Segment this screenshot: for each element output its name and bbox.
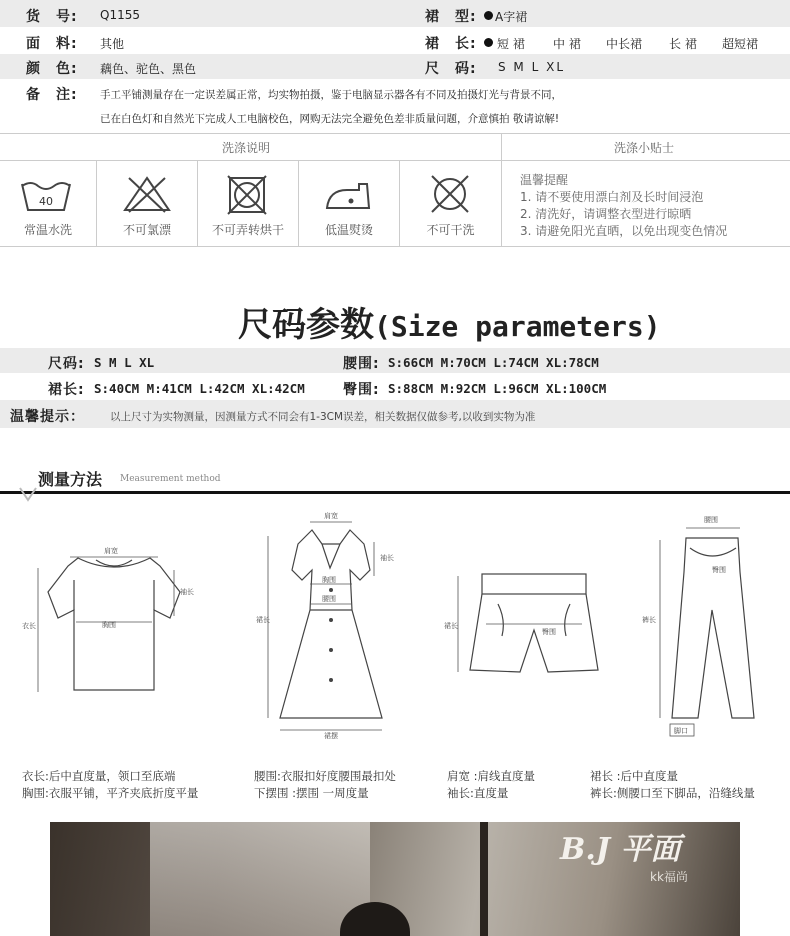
svg-text:胸围: 胸围 [322, 576, 336, 584]
skirt-length-option: 中长裙 [606, 37, 643, 51]
caption: 肩宽 :肩线直度量 [447, 769, 536, 783]
caption: 袖长:直度量 [447, 786, 509, 800]
skirt-length-dot-icon [484, 38, 493, 47]
wash-cell [299, 160, 400, 246]
svg-text:臀围: 臀围 [542, 628, 556, 636]
no-dry-clean-icon [420, 172, 480, 216]
colors: 藕色、驼色、黑色 [100, 62, 197, 76]
sizes: S M L XL [498, 60, 566, 74]
skirt-type-dot-icon [484, 11, 493, 20]
caption: 裙长 :后中直度量 [590, 769, 679, 783]
wash-cell [198, 160, 299, 246]
skirt-length-option: 中 裙 [553, 37, 581, 51]
wash-header-left: 洗涤说明 [222, 141, 271, 155]
svg-text:裙长: 裙长 [444, 622, 458, 630]
wash-label: 不可弄转烘干 [211, 223, 284, 237]
tip-item: 3. 请避免阳光直晒，以免出现变色情况 [520, 224, 728, 238]
photo-frame [480, 822, 488, 936]
caption: 衣长:后中直度量，领口至底端 [22, 769, 176, 783]
item-no-label: 货 号: [26, 9, 78, 25]
pants-diagram [672, 538, 754, 718]
skirt-type: A字裙 [495, 10, 528, 24]
svg-text:袖长: 袖长 [380, 554, 394, 562]
length-label: 裙长: [48, 382, 85, 398]
low-iron-icon [319, 172, 379, 216]
skirt-length-option: 超短裙 [722, 37, 759, 51]
size-title [238, 297, 661, 346]
wash-label: 不可氯漂 [122, 223, 171, 237]
measure-title-en: Measurement method [120, 474, 221, 484]
shorts-diagram [470, 574, 598, 672]
svg-text:腰围: 腰围 [704, 516, 718, 524]
note-line-1: 手工平铺测量存在一定误差属正常，均实物拍摄，鉴于电脑显示器各有不同及拍摄灯光与背景不同， [100, 89, 562, 101]
svg-text:裤长: 裤长 [642, 616, 656, 624]
hip-values: S:88CM M:92CM L:96CM XL:100CM [388, 381, 607, 396]
tips-title: 温馨提醒 [520, 173, 569, 187]
size-label: 尺 码: [425, 61, 477, 77]
size-tip: 以上尺寸为实物测量，因测量方式不同会有1-3CM误差，相关数据仅做参考,以收到实物为准 [110, 411, 536, 423]
svg-text:40: 40 [39, 195, 53, 208]
wash-label: 不可干洗 [426, 223, 475, 237]
caption: 裤长:侧腰口至下脚品，沿缝线量 [590, 786, 755, 800]
svg-text:袖长: 袖长 [180, 588, 194, 596]
size-param-values: S M L XL [94, 355, 155, 370]
size-title-en: (Size parameters) [374, 310, 661, 343]
caption: 胸围:衣服平铺，平齐夹底折度平量 [22, 786, 199, 800]
photo-sign: B.J 平面 [560, 832, 681, 867]
hip-label: 臀围: [343, 382, 380, 398]
svg-text:肩宽: 肩宽 [104, 547, 118, 555]
wash-cell [400, 160, 501, 246]
wash-label: 低温熨烫 [324, 223, 373, 237]
skirt-length-option: 短 裙 [497, 37, 525, 51]
tip-item: 2. 清洗好，请调整衣型进行晾晒 [520, 207, 692, 221]
svg-text:裙摆: 裙摆 [324, 732, 338, 740]
caption: 腰围:衣服扣好度腰围最扣处 [254, 769, 396, 783]
skirt-type-label: 裙 型: [425, 9, 477, 25]
caption: 下摆围 :摆围 一周度量 [254, 786, 369, 800]
note-line-2: 已在白色灯和自然光下完成人工电脑校色，网购无法完全避免色差非质量问题，介意慎拍 敬请谅解! [100, 113, 560, 125]
waist-label: 腰围: [343, 356, 380, 372]
tip-label: 温馨提示： [10, 409, 85, 425]
svg-text:肩宽: 肩宽 [324, 512, 338, 520]
wash-divider [501, 133, 502, 246]
no-tumble-dry-icon [218, 172, 278, 216]
waist-values: S:66CM M:70CM L:74CM XL:78CM [388, 355, 599, 370]
dress-diagram [280, 530, 382, 718]
wash-bottom-line [0, 246, 790, 247]
wash-header-right: 洗涤小贴士 [614, 141, 675, 155]
wash-label: 常温水洗 [23, 223, 72, 237]
photo-window [150, 822, 370, 936]
note-label: 备 注: [26, 87, 78, 103]
material: 其他 [100, 37, 125, 51]
wash-cell [0, 160, 97, 246]
size-param-label: 尺码: [48, 356, 85, 372]
wash-40-icon [16, 176, 76, 216]
skirt-length-label: 裙 长: [425, 36, 477, 52]
material-label: 面 料: [26, 36, 78, 52]
svg-text:脚口: 脚口 [674, 727, 688, 735]
photo-sign-small: kk福尚 [650, 870, 688, 884]
no-bleach-icon [117, 172, 177, 216]
wash-cell [97, 160, 198, 246]
item-no: Q1155 [100, 8, 140, 22]
svg-text:胸围: 胸围 [102, 621, 116, 629]
svg-text:裙长: 裙长 [256, 616, 270, 624]
product-photo [50, 822, 740, 936]
color-label: 颜 色: [26, 61, 78, 77]
svg-text:腰围: 腰围 [322, 595, 336, 603]
skirt-length-option: 长 裙 [669, 37, 697, 51]
svg-text:衣长: 衣长 [22, 622, 36, 630]
measure-title-rule [0, 491, 790, 494]
measurement-diagrams [0, 500, 790, 750]
size-title-cn: 尺码参数 [238, 305, 374, 345]
length-values: S:40CM M:41CM L:42CM XL:42CM [94, 381, 305, 396]
measure-title-cn: 测量方法 [38, 470, 103, 489]
svg-text:臀围: 臀围 [712, 566, 726, 574]
tip-item: 1. 请不要使用漂白剂及长时间浸泡 [520, 190, 704, 204]
